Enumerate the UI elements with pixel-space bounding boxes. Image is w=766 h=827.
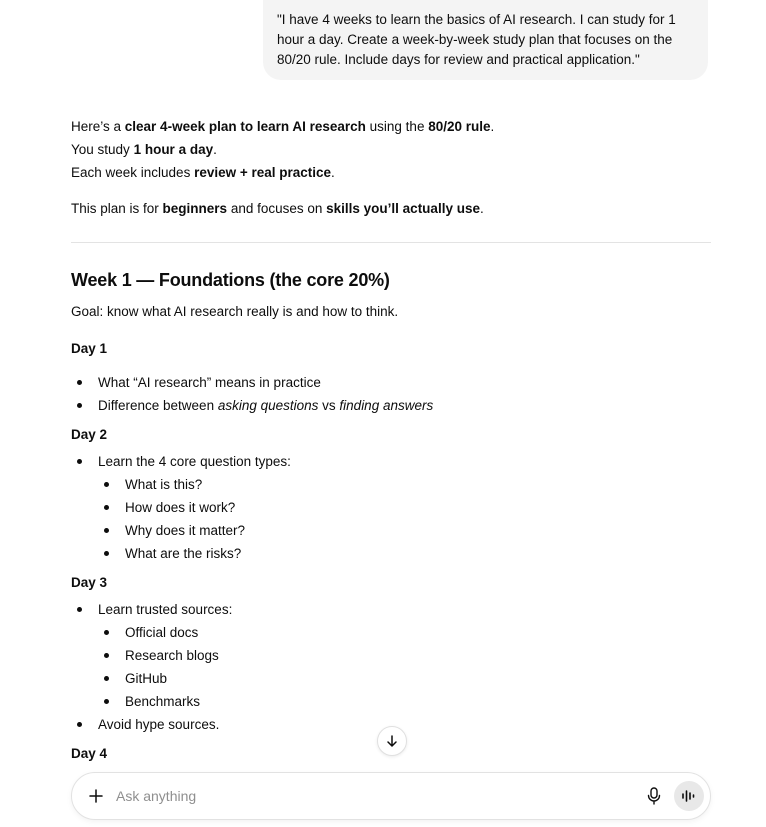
text: . [490, 119, 495, 134]
waveform-icon [681, 789, 697, 803]
sub-list-item: What is this? [71, 473, 711, 496]
day-1-list [71, 371, 711, 417]
text: Here’s a [71, 119, 125, 134]
sub-list-item: Official docs [71, 621, 711, 644]
sub-list-item: What are the risks? [71, 542, 711, 565]
user-message-bubble [263, 0, 708, 80]
intro-line-3 [71, 161, 711, 184]
text: Each week includes [71, 165, 195, 180]
dictate-button[interactable] [644, 786, 664, 806]
text: Difference between [98, 398, 218, 413]
day-2-list [71, 450, 711, 565]
week-1-heading: Week 1 — Foundations (the core 20%) [71, 270, 390, 290]
sub-list-item: Why does it matter? [71, 519, 711, 542]
sub-list-item: Research blogs [71, 644, 711, 667]
assistant-response [71, 115, 711, 765]
intro-line-1 [71, 115, 711, 138]
text: You study [71, 142, 134, 157]
composer [71, 772, 711, 820]
week-1-goal: Goal: know what AI research really is and how to think. [71, 304, 399, 319]
list-item: Learn the 4 core question types: [71, 450, 711, 473]
arrow-down-icon [385, 734, 399, 748]
sub-list-item: How does it work? [71, 496, 711, 519]
user-message-text: "I have 4 weeks to learn the basics of AI research. I can study for 1 hour a day. Create a week-by-week study plan that focuses on the 80/20 rule. Include days for review and practical application." [277, 12, 676, 67]
list-item: Learn trusted sources: [71, 598, 711, 621]
sub-list-item: Benchmarks [71, 690, 711, 713]
voice-mode-button[interactable] [674, 781, 704, 811]
ask-input[interactable] [116, 785, 596, 807]
text: . [213, 142, 217, 157]
scroll-to-bottom-button[interactable] [377, 726, 407, 756]
plus-icon [89, 789, 103, 803]
bold-text: review + real practice [194, 165, 332, 180]
text: using the [365, 119, 429, 134]
intro-line-2 [71, 138, 711, 161]
text: vs [318, 398, 340, 413]
microphone-icon [646, 787, 662, 805]
list-item [71, 394, 711, 417]
add-attachment-button[interactable] [86, 786, 106, 806]
text: and focuses on [227, 201, 327, 216]
day-4-label: Day 4 [71, 746, 108, 761]
bold-text: clear 4-week plan to learn AI research [124, 119, 366, 134]
bold-text: 80/20 rule [428, 119, 491, 134]
list-item: Avoid hype sources. [71, 713, 711, 736]
italic-text: finding answers [339, 398, 434, 413]
intro-line-4 [71, 197, 711, 220]
text: . [331, 165, 335, 180]
bold-text: 1 hour a day [133, 142, 214, 157]
bold-text: beginners [162, 201, 228, 216]
day-1-label: Day 1 [71, 341, 108, 356]
text: This plan is for [71, 201, 163, 216]
bold-text: skills you’ll actually use [326, 201, 480, 216]
section-divider [71, 242, 711, 243]
day-3-label: Day 3 [71, 575, 108, 590]
list-item: What “AI research” means in practice [71, 371, 711, 394]
sub-list-item: GitHub [71, 667, 711, 690]
day-2-label: Day 2 [71, 427, 108, 442]
text: . [479, 201, 484, 216]
day-3-list [71, 598, 711, 736]
italic-text: asking questions [217, 398, 319, 413]
